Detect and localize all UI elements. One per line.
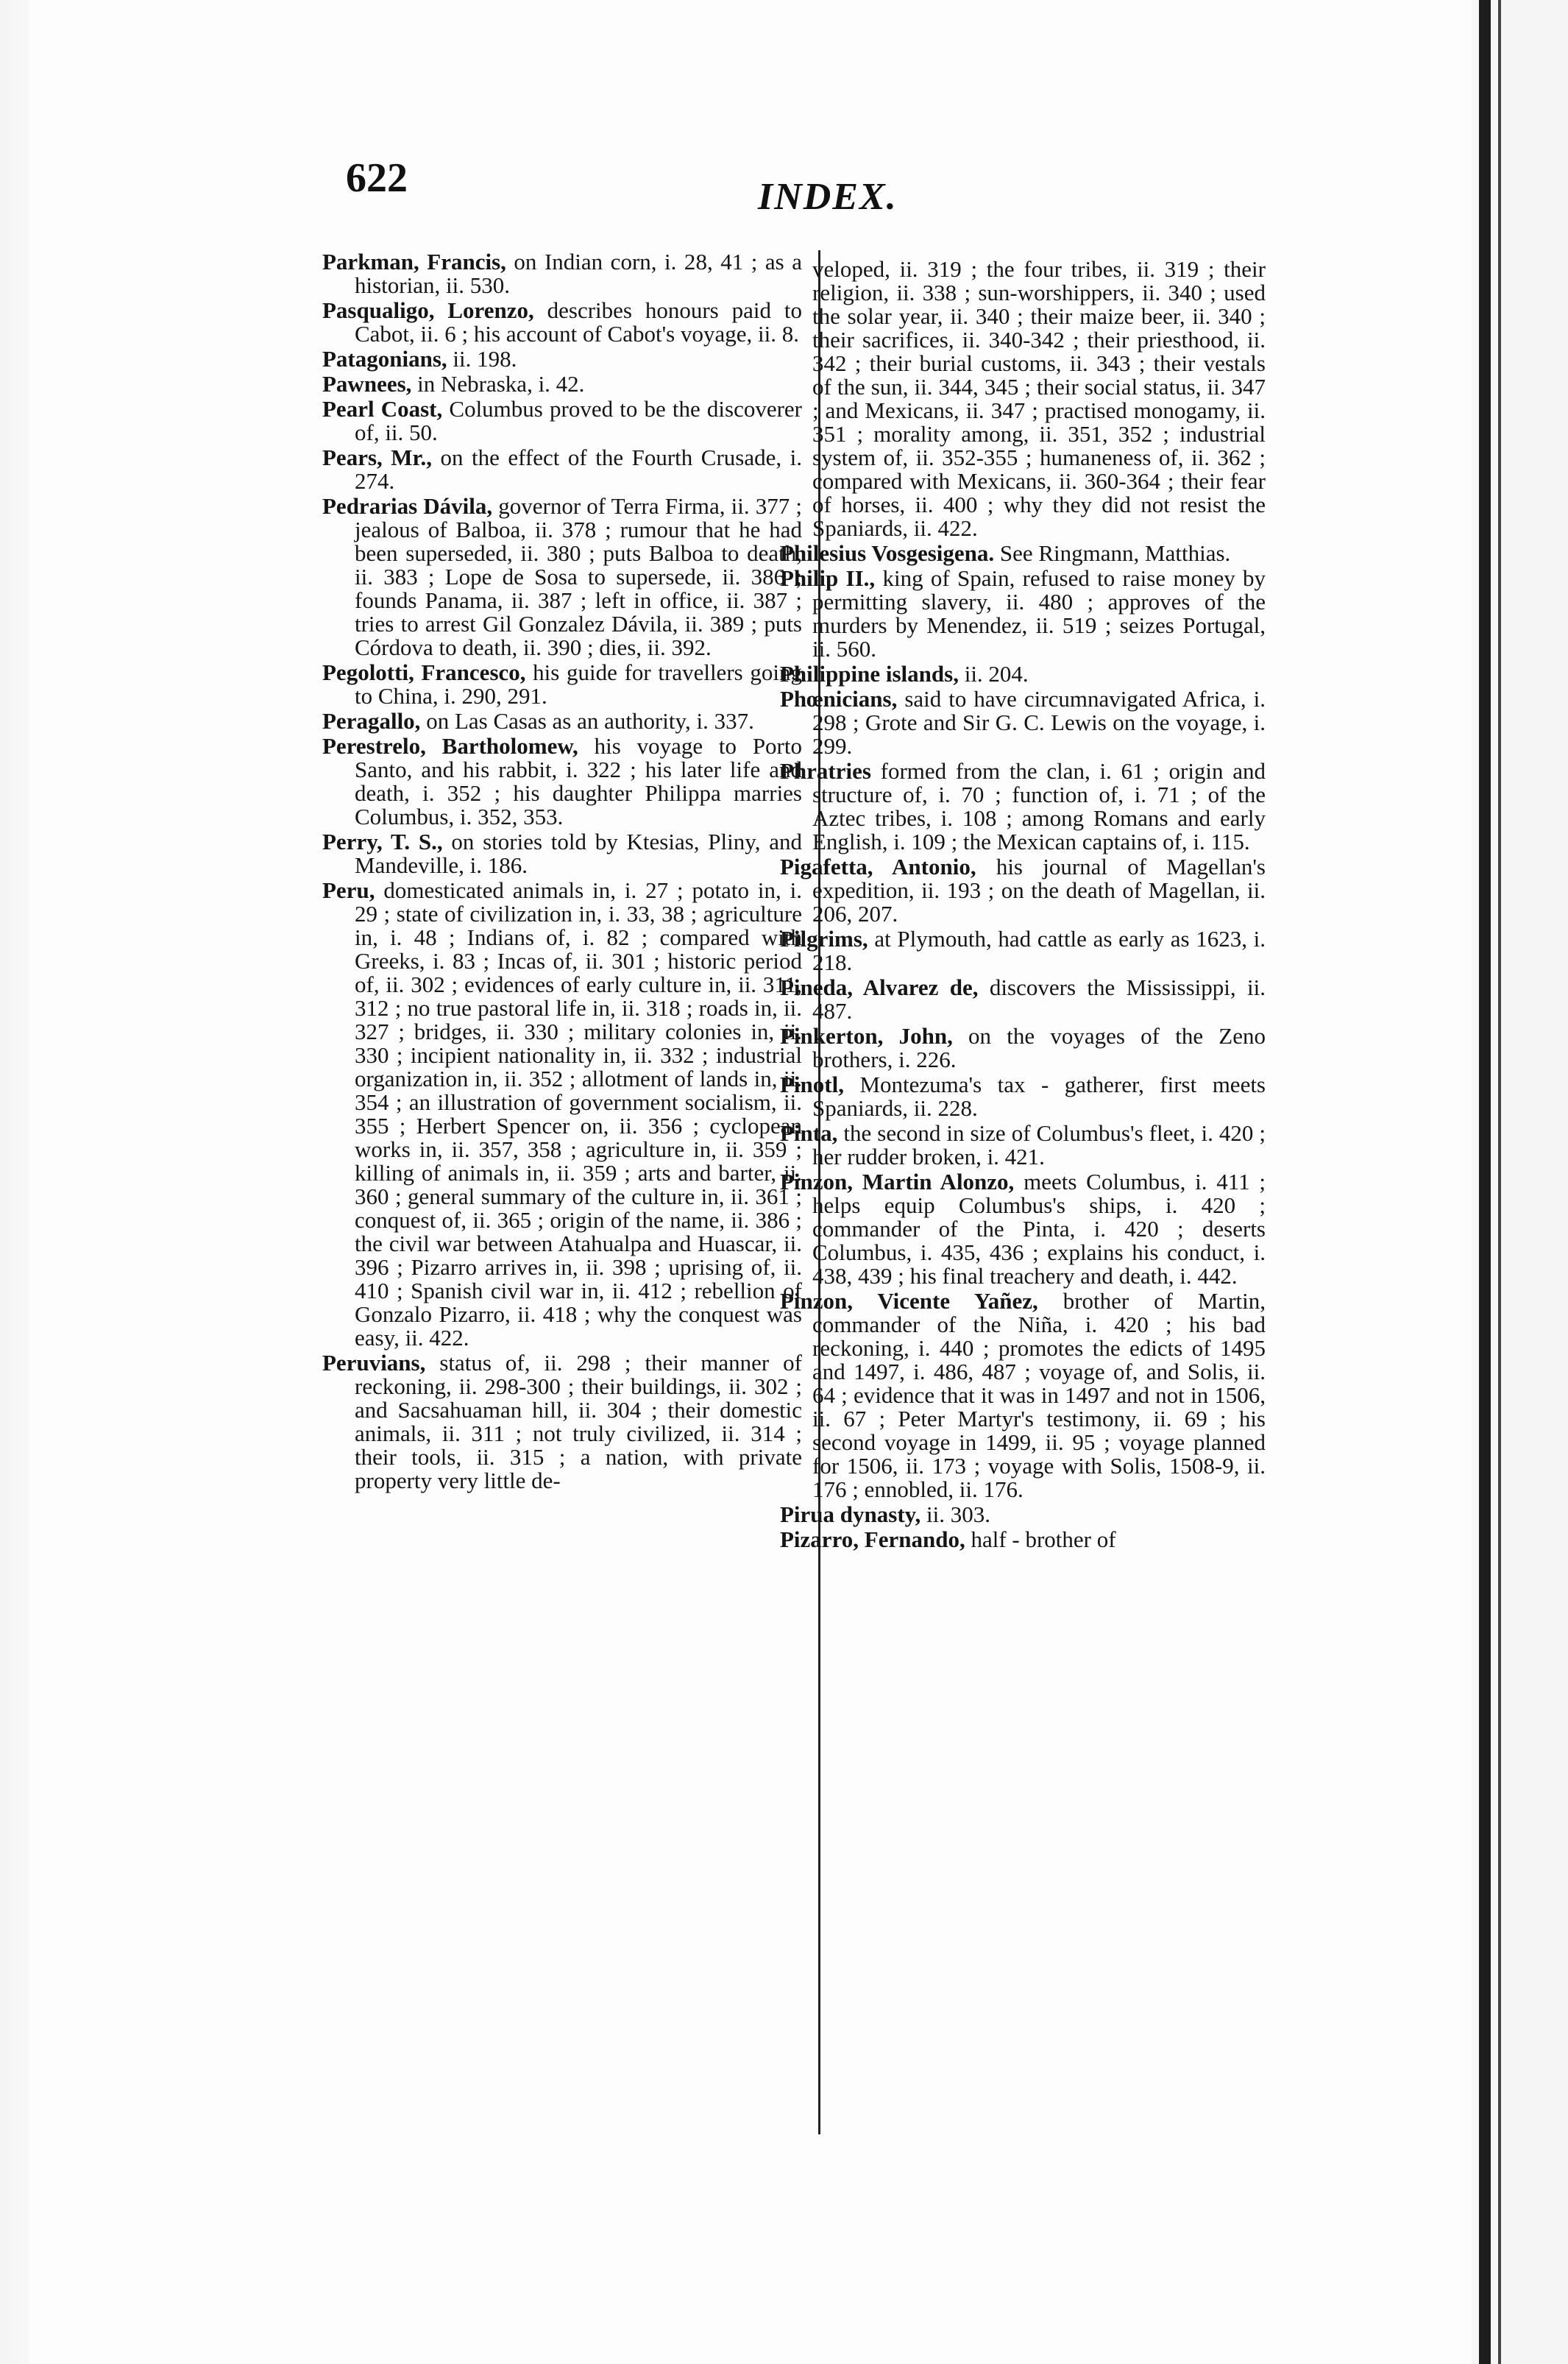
index-entry bbox=[322, 830, 802, 877]
index-headword: Pigafetta, Antonio, bbox=[780, 854, 976, 880]
index-headword: Phratries bbox=[780, 758, 871, 784]
index-headword: Philip II., bbox=[780, 565, 876, 591]
index-headword: Pirua dynasty, bbox=[780, 1501, 921, 1527]
index-entry-text: domesticated animals in, i. 27 ; potato in, i. 29 ; state of civilization in, i. 33, 38 ; agriculture in, i. 48 ; Indians of, i. 82 ; compared with Greeks, i. 83 ; Incas of, ii. 301 ; historic period of, ii. 302 ; evidences of early culture in, ii. 311, 312 ; no true pastoral life in, ii. 318 ; roads in, ii. 327 ; bridges, ii. 330 ; military colonies in, ii. 330 ; incipient nationality in, ii. 332 ; industrial organization in, ii. 352 ; allotment of lands in, ii. 354 ; an illustration of government socialism, ii. 355 ; Herbert Spencer on, ii. 356 ; cyclopean works in, ii. 357, 358 ; agriculture in, ii. 359 ; killing of animals in, ii. 359 ; arts and barter, ii. 360 ; general summary of the culture in, ii. 361 ; conquest of, ii. 365 ; origin of the name, ii. 386 ; the civil war between Atahualpa and Huascar, ii. 396 ; Pizarro arrives in, ii. 398 ; uprising of, ii. 410 ; Spanish civil war in, ii. 412 ; rebellion of Gonzalo Pizarro, ii. 418 ; why the conquest was easy, ii. 422. bbox=[355, 877, 802, 1351]
index-entry bbox=[780, 1503, 1266, 1526]
index-headword: Peru, bbox=[322, 877, 375, 903]
index-headword: Peragallo, bbox=[322, 708, 421, 734]
index-headword: Pinzon, Martin Alonzo, bbox=[780, 1169, 1015, 1195]
index-entry bbox=[780, 542, 1266, 565]
index-entry-text: ii. 198. bbox=[447, 346, 517, 372]
index-entry-text: status of, ii. 298 ; their manner of reckoning, ii. 298-300 ; their buildings, ii. 302 ; and Sacsahuaman hill, ii. 304 ; their domestic animals, ii. 311 ; not truly civilized, ii. 314 ; their tools, ii. 315 ; a nation, with private property very little de- bbox=[355, 1350, 802, 1493]
index-entry bbox=[322, 299, 802, 346]
index-entry bbox=[780, 1122, 1266, 1169]
page-number: 622 bbox=[346, 155, 408, 201]
index-entry bbox=[780, 976, 1266, 1023]
index-entry-text: Montezuma's tax - gatherer, first meets Spaniards, ii. 228. bbox=[812, 1072, 1266, 1121]
index-entry-text: his guide for travellers going to China, i. 290, 291. bbox=[355, 659, 802, 709]
index-entry bbox=[780, 1170, 1266, 1288]
index-entry-text: on the voyages of the Zeno brothers, i. 226. bbox=[812, 1023, 1266, 1072]
index-entry bbox=[780, 1024, 1266, 1072]
index-entry-text: See Ringmann, Matthias. bbox=[994, 540, 1231, 566]
index-entry bbox=[322, 495, 802, 659]
index-headword: Philesius Vosgesigena. bbox=[780, 540, 995, 566]
index-headword: Perestrelo, Bartholomew, bbox=[322, 733, 578, 759]
index-entry-text: on stories told by Ktesias, Pliny, and Mandeville, i. 186. bbox=[355, 829, 802, 878]
index-entry bbox=[780, 1073, 1266, 1120]
index-entry bbox=[322, 372, 802, 396]
index-entry bbox=[322, 1351, 802, 1493]
index-headword: Patagonians, bbox=[322, 346, 447, 372]
running-title: INDEX. bbox=[758, 176, 898, 218]
index-entry-text: at Plymouth, had cattle as early as 1623, i. 218. bbox=[812, 926, 1266, 975]
index-entry-text: half - brother of bbox=[965, 1526, 1116, 1552]
index-entry-text: ii. 303. bbox=[920, 1501, 990, 1527]
index-entry bbox=[780, 662, 1266, 686]
index-headword: Pinkerton, John, bbox=[780, 1023, 953, 1049]
index-entry-text: on Indian corn, i. 28, 41 ; as a historian, ii. 530. bbox=[355, 249, 802, 298]
index-entry bbox=[780, 258, 1266, 540]
index-entry bbox=[322, 735, 802, 829]
index-headword: Pinzon, Vicente Yañez, bbox=[780, 1288, 1038, 1314]
index-column-right bbox=[780, 258, 1266, 1553]
index-entry bbox=[780, 567, 1266, 661]
index-headword: Pasqualigo, Lorenzo, bbox=[322, 297, 534, 323]
index-headword: Parkman, Francis, bbox=[322, 249, 506, 275]
index-headword: Pedrarias Dávila, bbox=[322, 493, 493, 519]
index-headword: Pawnees, bbox=[322, 371, 412, 397]
index-entry-text: the second in size of Columbus's fleet, i. 420 ; her rudder broken, i. 421. bbox=[812, 1120, 1266, 1169]
index-headword: Pegolotti, Francesco, bbox=[322, 659, 526, 685]
index-entry-text: said to have circumnavigated Africa, i. 298 ; Grote and Sir G. C. Lewis on the voyage, i. 299. bbox=[812, 686, 1266, 759]
index-entry bbox=[780, 1289, 1266, 1501]
book-binding-edge bbox=[1479, 0, 1491, 2364]
index-entry-text: brother of Martin, commander of the Niña, i. 420 ; his bad reckoning, i. 440 ; promotes the edicts of 1495 and 1497, i. 486, 487 ; voyage of, and Solis, ii. 64 ; evidence that it was in 1497 and not in 1506, ii. 67 ; Peter Martyr's testimony, ii. 69 ; his second voyage in 1499, ii. 95 ; voyage planned for 1506, ii. 173 ; voyage with Solis, 1508-9, ii. 176 ; ennobled, ii. 176. bbox=[812, 1288, 1266, 1502]
index-headword: Phœnicians, bbox=[780, 686, 898, 712]
index-entry bbox=[780, 687, 1266, 758]
index-headword: Pinta, bbox=[780, 1120, 838, 1146]
index-entry-text: ii. 204. bbox=[958, 661, 1029, 687]
index-headword: Pineda, Alvarez de, bbox=[780, 974, 979, 1000]
index-entry-text: on Las Casas as an authority, i. 337. bbox=[420, 708, 754, 734]
index-entry bbox=[322, 661, 802, 708]
index-headword: Pizarro, Fernando, bbox=[780, 1526, 965, 1552]
index-entry-text: formed from the clan, i. 61 ; origin and structure of, i. 70 ; function of, i. 71 ; of the Aztec tribes, i. 108 ; among Romans and early English, i. 109 ; the Mexican captains of, i. 115. bbox=[812, 758, 1266, 854]
index-entry bbox=[322, 397, 802, 445]
index-entry-text: veloped, ii. 319 ; the four tribes, ii. 319 ; their religion, ii. 338 ; sun-worshippers, ii. 340 ; used the solar year, ii. 340 ; their maize beer, ii. 340 ; their sacrifices, ii. 340-342 ; their priesthood, ii. 342 ; their burial customs, ii. 343 ; their vestals of the sun, ii. 344, 345 ; their social status, ii. 347 ; and Mexicans, ii. 347 ; practised monogamy, ii. 351 ; morality among, ii. 351, 352 ; industrial system of, ii. 352-355 ; humaneness of, ii. 362 ; compared with Mexicans, ii. 360-364 ; their fear of horses, ii. 400 ; why they did not resist the Spaniards, ii. 422. bbox=[812, 256, 1266, 541]
index-entry-text: on the effect of the Fourth Crusade, i. 274. bbox=[355, 445, 802, 494]
index-headword: Pinotl, bbox=[780, 1072, 844, 1097]
index-entry-text: meets Columbus, i. 411 ; helps equip Columbus's ships, i. 420 ; commander of the Pinta, i. 420 ; deserts Columbus, i. 435, 436 ; explains his conduct, i. 438, 439 ; his final treachery and death, i. 442. bbox=[812, 1169, 1266, 1289]
index-entry-text: his journal of Magellan's expedition, ii. 193 ; on the death of Magellan, ii. 206, 207. bbox=[812, 854, 1266, 927]
page-header bbox=[346, 155, 1317, 218]
index-entry-text: in Nebraska, i. 42. bbox=[411, 371, 585, 397]
index-entry bbox=[322, 709, 802, 733]
index-entry-text: king of Spain, refused to raise money by permitting slavery, ii. 480 ; approves of the murders by Menendez, ii. 519 ; seizes Portugal, ii. 560. bbox=[812, 565, 1266, 662]
index-entry bbox=[780, 855, 1266, 926]
index-entry bbox=[322, 347, 802, 371]
index-entry-text: governor of Terra Firma, ii. 377 ; jealous of Balboa, ii. 378 ; rumour that he had been superseded, ii. 380 ; puts Balboa to death, ii. 383 ; Lope de Sosa to supersede, ii. 386 ; founds Panama, ii. 387 ; left in office, ii. 387 ; tries to arrest Gil Gonzalez Dávila, ii. 389 ; puts Córdova to death, ii. 390 ; dies, ii. 392. bbox=[355, 493, 802, 660]
index-headword: Perry, T. S., bbox=[322, 829, 443, 854]
index-entry-text: Columbus proved to be the discoverer of, ii. 50. bbox=[355, 396, 803, 445]
index-entry bbox=[322, 879, 802, 1350]
index-column-left bbox=[322, 250, 802, 1494]
page-edge-line bbox=[1498, 0, 1501, 2364]
index-headword: Pearl Coast, bbox=[322, 396, 443, 422]
index-entry bbox=[780, 760, 1266, 854]
index-entry bbox=[322, 250, 802, 297]
index-headword: Peruvians, bbox=[322, 1350, 426, 1376]
index-entry bbox=[780, 1528, 1266, 1551]
index-entry-text: his voyage to Porto Santo, and his rabbit, i. 322 ; his later life and death, i. 352 ; his daughter Philippa marries Columbus, i. 352, 353. bbox=[355, 733, 802, 829]
index-headword: Philippine islands, bbox=[780, 661, 959, 687]
index-entry-text: describes honours paid to Cabot, ii. 6 ; his account of Cabot's voyage, ii. 8. bbox=[355, 297, 802, 347]
index-entry-text: discovers the Mississippi, ii. 487. bbox=[812, 974, 1266, 1024]
index-headword: Pilgrims, bbox=[780, 926, 868, 952]
index-headword: Pears, Mr., bbox=[322, 445, 432, 470]
index-entry bbox=[322, 446, 802, 493]
index-entry bbox=[780, 927, 1266, 974]
